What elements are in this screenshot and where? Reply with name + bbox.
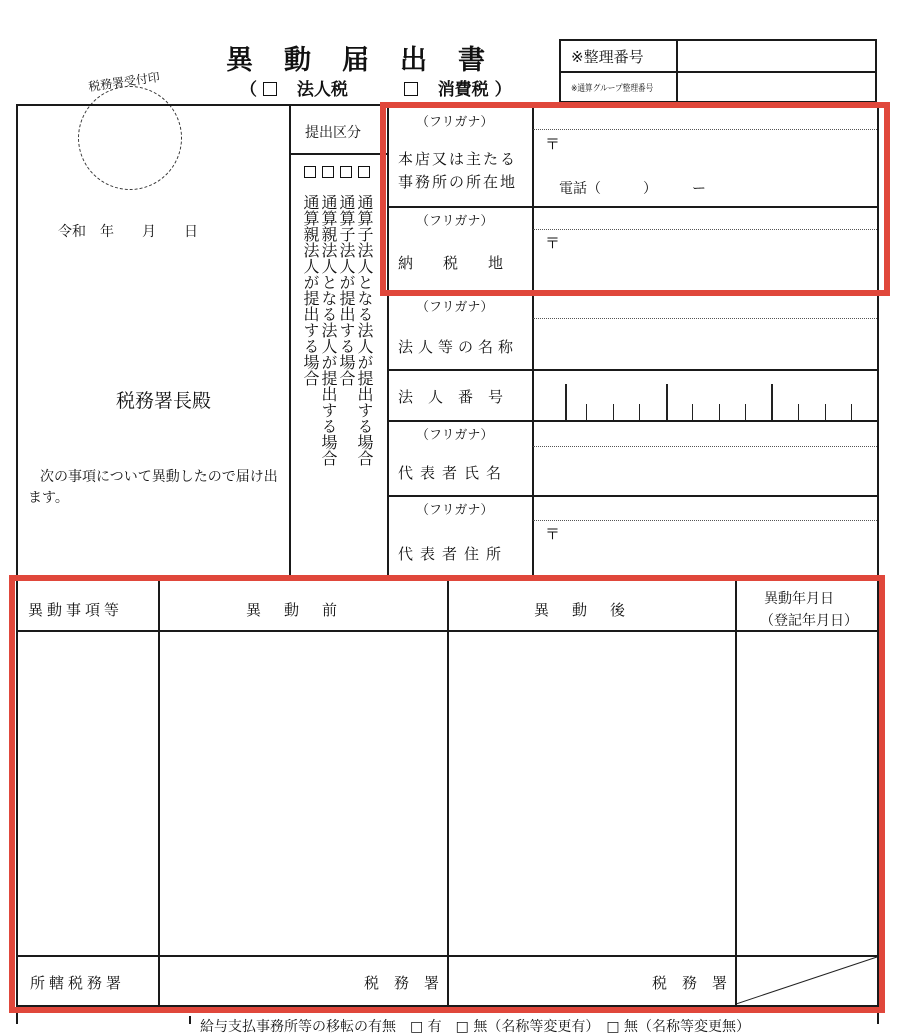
- head-office-furigana: （フリガナ）: [416, 115, 494, 130]
- rep-address-furigana: （フリガナ）: [416, 503, 494, 518]
- rep-name-furigana: （フリガナ）: [416, 428, 494, 443]
- corp-number-label: 法 人 番 号: [398, 388, 504, 406]
- subtitle-open: （: [240, 80, 257, 100]
- corporate-tax-checkbox[interactable]: [263, 82, 277, 96]
- submission-checkbox-2[interactable]: [340, 166, 352, 178]
- rep-address-label: 代表者住所: [398, 545, 509, 563]
- corp-number-digit-boxes[interactable]: [533, 370, 877, 420]
- tax-place-label: 納 税 地: [398, 254, 504, 272]
- cut-off-bottom-line: 給与支払事務所等の移転の有無 □ 有 □ 無（名称等変更有） □ 無（名称等変更無）: [200, 1019, 751, 1035]
- submission-option-4: 通算親法人が提出する場合: [301, 194, 320, 386]
- tax-office-head-label: 税務署長殿: [116, 390, 212, 412]
- date-label: 令和 年 月 日: [58, 224, 198, 240]
- change-items-header: 異動事項等: [28, 601, 124, 619]
- submission-category-label: 提出区分: [305, 125, 361, 141]
- rep-name-label: 代表者氏名: [398, 464, 509, 482]
- head-office-label-2: 事務所の所在地: [398, 173, 518, 191]
- rep-address-postal-mark: 〒: [545, 525, 561, 543]
- receipt-stamp-circle: [78, 86, 182, 190]
- submission-checkbox-1[interactable]: [358, 166, 370, 178]
- change-date-header: 異動年月日: [764, 591, 834, 607]
- receipt-stamp-label: 税務署受付印: [87, 70, 161, 94]
- notice-text: 次の事項について異動したので届け出ます。: [28, 469, 278, 506]
- consumption-tax-label: 消費税: [437, 80, 489, 100]
- corp-name-label: 法人等の名称: [398, 338, 519, 356]
- group-number-label: ※通算グループ整理番号: [571, 84, 654, 94]
- jurisdiction-office-label: 所轄税務署: [30, 974, 126, 992]
- corporate-tax-label: 法人税: [296, 80, 348, 100]
- submission-option-3: 通算親法人となる法人が提出する場合: [319, 194, 338, 466]
- tax-place-postal-mark: 〒: [545, 234, 561, 252]
- registration-date-header: （登記年月日）: [760, 613, 858, 629]
- form-subtitle: [240, 75, 512, 100]
- head-office-label-1: 本店又は主たる: [398, 150, 518, 168]
- submission-checkbox-4[interactable]: [304, 166, 316, 178]
- after-change-header: 異 動 後: [534, 601, 630, 619]
- submission-checkbox-3[interactable]: [322, 166, 334, 178]
- head-office-phone[interactable]: 電話（ ） ー: [559, 181, 706, 197]
- after-office-label: 税 務 署: [652, 974, 728, 992]
- form-title: 異 動 届 出 書: [226, 45, 487, 76]
- head-office-postal-mark: 〒: [545, 135, 561, 153]
- tax-place-furigana: （フリガナ）: [416, 214, 494, 229]
- consumption-tax-checkbox[interactable]: [404, 82, 418, 96]
- subtitle-close: ）: [494, 80, 512, 100]
- highlight-address-section: [380, 102, 890, 296]
- admin-number-label: ※整理番号: [571, 48, 644, 66]
- before-office-label: 税 務 署: [364, 974, 440, 992]
- before-change-header: 異 動 前: [246, 601, 342, 619]
- submission-option-2: 通算子法人が提出する場合: [337, 194, 356, 386]
- submission-option-1: 通算子法人となる法人が提出する場合: [355, 194, 374, 466]
- corp-name-furigana: （フリガナ）: [416, 300, 494, 315]
- highlight-change-table: [9, 575, 885, 1013]
